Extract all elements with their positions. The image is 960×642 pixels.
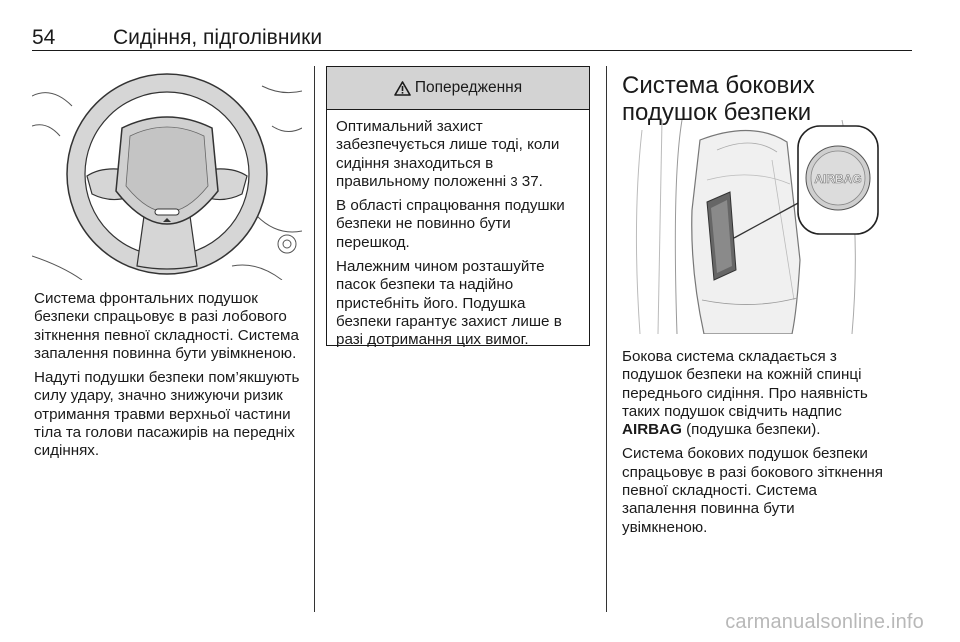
warning-body bbox=[327, 110, 589, 350]
side-airbag-paragraph-1-end: (подушка безпеки). bbox=[681, 421, 821, 439]
side-airbag-paragraph-1 bbox=[622, 348, 884, 439]
frontal-airbag-paragraph-1: Система фронтальних подушок безпеки спрацьовує в разі лобового зіткнення певної складності. Система запалення повинна бути увімкненою. bbox=[34, 290, 299, 362]
warning-paragraph-2: В області спрацювання подушки безпеки не повинно бути перешкод. bbox=[336, 197, 565, 251]
page-title: Сидіння, підголівники bbox=[113, 26, 323, 49]
airbag-label: AIRBAG bbox=[814, 172, 862, 186]
steering-wheel-illustration bbox=[32, 66, 302, 280]
frontal-airbag-paragraph-2: Надуті подушки безпеки пом’якшують силу удару, значно знижуючи ризик отримання травми верхньої частини тіла та голови пасажирів на передніх сидіннях. bbox=[34, 369, 300, 460]
warning-triangle-icon bbox=[394, 81, 411, 96]
warning-header bbox=[327, 67, 589, 110]
side-airbag-seat-illustration bbox=[622, 120, 884, 334]
side-airbag-section bbox=[622, 348, 884, 543]
frontal-airbag-section bbox=[34, 290, 302, 467]
watermark: carmanualsonline.info bbox=[725, 611, 924, 633]
page-number: 54 bbox=[32, 26, 56, 49]
warning-heading: Попередження bbox=[414, 79, 523, 96]
warning-box bbox=[326, 66, 590, 349]
side-airbag-title: Система бокових подушок безпеки bbox=[622, 72, 815, 126]
page-reference-number: 37. bbox=[517, 172, 543, 190]
warning-paragraph-1-text: Оптимальний захист забезпечується лише тоді, коли сидіння знаходиться в правильному положенні bbox=[336, 118, 560, 190]
side-airbag-paragraph-1-text: Бокова система складається з подушок безпеки на кожній спинці переднього сидіння. Про наявність таких подушок свідчить надпис bbox=[622, 348, 868, 420]
warning-paragraph-3: Належним чином розташуйте пасок безпеки та надійно пристебніть його. Подушка безпеки гарантує захист лише в разі дотримання цих вимог. bbox=[336, 258, 562, 349]
side-airbag-paragraph-2: Система бокових подушок безпеки спрацьовує в разі бокового зіткнення певної складності. Система запалення повинна бути увімкненою. bbox=[622, 445, 884, 536]
airbag-inscription: AIRBAG bbox=[622, 421, 682, 439]
warning-paragraph-1 bbox=[336, 118, 581, 191]
page-reference-icon: 3 bbox=[510, 173, 518, 189]
page-header bbox=[32, 22, 912, 51]
column-divider-left bbox=[314, 66, 315, 612]
column-divider-right bbox=[606, 66, 607, 612]
